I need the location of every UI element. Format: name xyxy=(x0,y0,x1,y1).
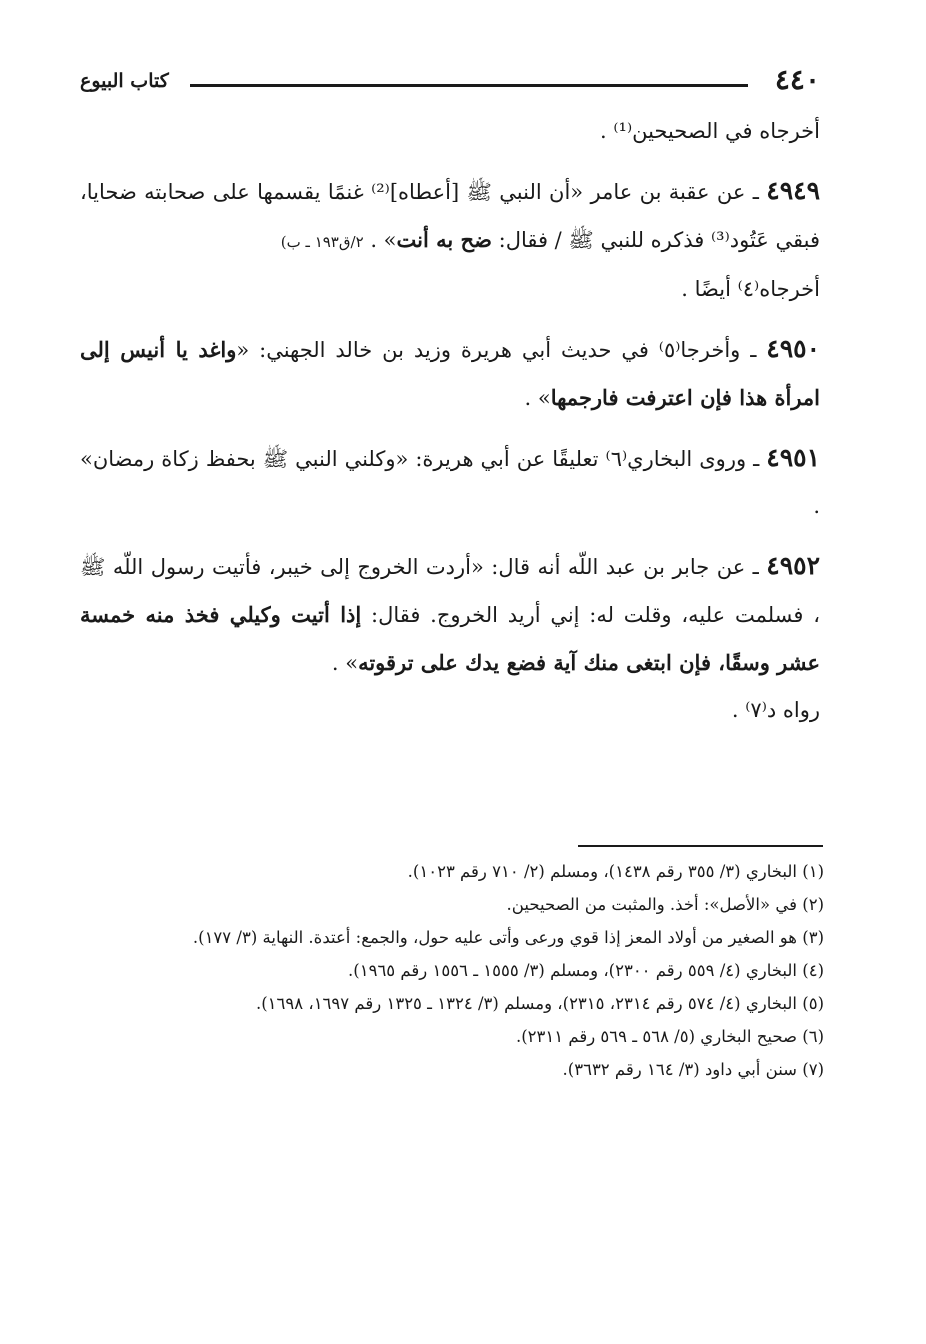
page-number: ٤٤٠ xyxy=(774,63,820,96)
manuscript-marker: ٢/ق١٩٣ ـ ب) xyxy=(280,233,364,251)
footnote-5: (٥) البخاري (٤/ ٥٧٤ رقم ٢٣١٤، ٢٣١٥)، ومسلم (٣/ ١٣٢٤ ـ ١٣٢٥ رقم ١٦٩٧، ١٦٩٨). xyxy=(255,994,824,1013)
footnote-1: (١) البخاري (٣/ ٣٥٥ رقم ١٤٣٨)، ومسلم (٢/ ٧١٠ رقم ١٠٢٣). xyxy=(407,862,824,881)
hadith-note: أخرجاه⁽٤⁾ أيضًا . xyxy=(681,277,820,301)
hadith-text: ـ عن جابر بن عبد اللّه أنه قال: «أردت الخروج إلى خيبر، فأتيت رسول اللّه ﷺ ، فسلمت عليه، وقلت له: إني أريد الخروج. فقال: xyxy=(80,555,820,627)
hadith-text: ـ وأخرجا⁽٥⁾ في حديث أبي هريرة وزيد بن خالد الجهني: « xyxy=(236,338,767,362)
hadith-4949 xyxy=(80,167,820,266)
footnote-rule xyxy=(578,845,823,847)
footnote-3: (٣) هو الصغير من أولاد المعز إذا قوي ورعى وأتى عليه حول، والجمع: أعتدة. النهاية (٣/ ١٧٧). xyxy=(192,928,824,947)
hadith-4950 xyxy=(80,325,820,422)
footnote-4: (٤) البخاري (٤/ ٥٥٩ رقم ٢٣٠٠)، ومسلم (٣/ ١٥٥٥ ـ ١٥٥٦ رقم ١٩٦٥). xyxy=(348,961,824,980)
hadith-quote: إذا أتيت وكيلي فخذ منه خمسة عشر وسقًا، فإن ابتغى منك آية فضع يدك على ترقوته xyxy=(80,602,820,675)
running-header xyxy=(80,62,820,102)
hadith-quote: ضح به أنت xyxy=(396,227,492,252)
footnote-7: (٧) سنن أبي داود (٣/ ١٦٤ رقم ٣٦٣٢). xyxy=(562,1060,824,1079)
hadith-text: ـ عن عقبة بن عامر «أن النبي ﷺ [أعطاه]⁽²⁾ غنمًا يقسمها على صحابته ضحايا، فبقي عَتُود⁽³⁾ فذكره للنبي ﷺ / فقال: xyxy=(80,180,820,252)
main-text xyxy=(80,108,820,734)
footnotes xyxy=(80,855,824,1086)
book-title: كتاب البيوع xyxy=(80,70,169,92)
footnote-2: (٢) في «الأصل»: أخذ. والمثبت من الصحيحين. xyxy=(506,895,824,914)
hadith-4952 xyxy=(80,542,820,687)
hadith-number: ٤٩٥١ xyxy=(766,443,820,472)
hadith-quote: واغد يا أنيس إلى امرأة هذا فإن اعترفت فارجمها xyxy=(80,337,820,410)
hadith-number: ٤٩٥٢ xyxy=(766,551,820,580)
footnote-6: (٦) صحيح البخاري (٥/ ٥٦٨ ـ ٥٦٩ رقم ٢٣١١). xyxy=(515,1027,824,1046)
hadith-text-end: » . xyxy=(331,651,359,675)
intro-line: أخرجاه في الصحيحين⁽¹⁾ . xyxy=(600,119,820,143)
hadith-text: ـ وروى البخاري⁽٦⁾ تعليقًا عن أبي هريرة: «وكلني النبي ﷺ بحفظ زكاة رمضان» . xyxy=(80,447,820,518)
header-rule xyxy=(190,84,748,87)
hadith-number: ٤٩٤٩ xyxy=(766,176,820,205)
hadith-text-end: » . xyxy=(524,386,551,410)
hadith-4951 xyxy=(80,434,820,530)
hadith-note: رواه د⁽٧⁾ . xyxy=(731,698,820,722)
hadith-text-end: » . xyxy=(370,228,397,252)
hadith-number: ٤٩٥٠ xyxy=(766,334,820,363)
